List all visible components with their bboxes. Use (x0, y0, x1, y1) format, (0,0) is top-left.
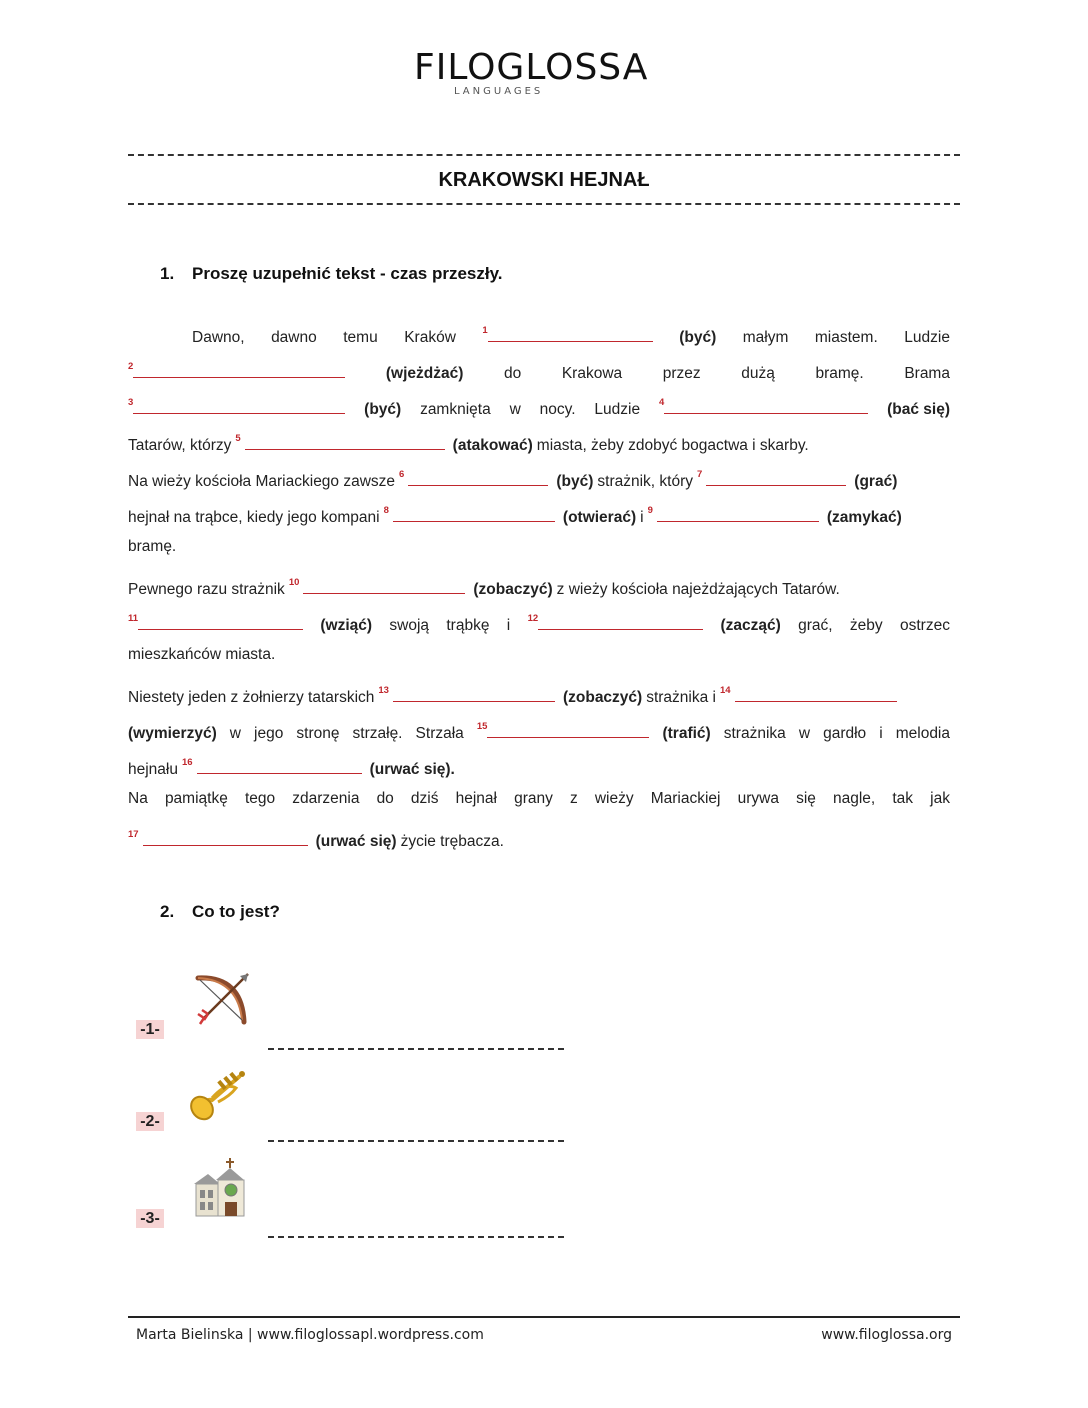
section1-number: 1. (160, 264, 175, 283)
text-line (128, 388, 950, 424)
word: urywa (737, 790, 779, 807)
word: Pewnego razu strażnik (128, 581, 285, 598)
item-label-1: -1- (136, 1020, 164, 1039)
word: bramę. (128, 538, 177, 555)
exercise-text (128, 316, 950, 856)
word: do (376, 790, 394, 807)
blank-number: 9 (647, 505, 653, 516)
church-icon (190, 1156, 252, 1218)
verb-hint: (być) (679, 329, 717, 346)
word: żeby (849, 617, 883, 634)
bow-and-arrow-icon (190, 968, 252, 1030)
word: bramę. (815, 365, 864, 382)
verb-hint: (grać) (854, 473, 898, 490)
word: dziś (410, 790, 439, 807)
blank-number: 6 (399, 469, 405, 480)
text-line (128, 568, 950, 604)
answer-field-1[interactable] (268, 1048, 564, 1050)
word: swoją (389, 617, 430, 634)
footer-website: www.filoglossa.org (821, 1327, 952, 1343)
word: z (569, 790, 578, 807)
verb-hint: (być) (556, 473, 594, 490)
blank-field[interactable] (133, 359, 345, 378)
answer-field-3[interactable] (268, 1236, 564, 1238)
blank-field[interactable] (408, 467, 548, 486)
verb-hint: (zobaczyć) (473, 581, 553, 598)
word: strzałę. (352, 725, 403, 742)
word: tego (244, 790, 276, 807)
word: dużą (741, 365, 775, 382)
answer-field-2[interactable] (268, 1140, 564, 1142)
blank-field[interactable] (538, 611, 703, 630)
text-line (128, 676, 950, 712)
blank-field[interactable] (245, 431, 445, 450)
verb-hint: (zamykać) (826, 509, 902, 526)
word: Krakowa (561, 365, 623, 382)
text-line (128, 712, 950, 748)
section2-number: 2. (160, 902, 175, 921)
text-line (128, 784, 950, 820)
blank-number: 11 (128, 613, 139, 624)
verb-hint: (wymierzyć) (128, 725, 217, 742)
section2-heading-text: Co to jest? (192, 902, 280, 921)
word: hejnału (128, 761, 178, 778)
page-title: KRAKOWSKI HEJNAŁ (438, 169, 650, 191)
word: zdarzenia (292, 790, 360, 807)
blank-field[interactable] (664, 395, 868, 414)
blank-number: 16 (182, 757, 193, 768)
word: hejnał (455, 790, 497, 807)
verb-hint: (atakować) (452, 437, 533, 454)
word: wieży (594, 790, 634, 807)
word: jego (254, 725, 284, 742)
blank-number: 3 (128, 397, 134, 408)
word: się (796, 790, 816, 807)
blank-field[interactable] (393, 503, 555, 522)
verb-hint: (urwać się) (315, 833, 397, 850)
word: przez (662, 365, 701, 382)
word: stronę (296, 725, 340, 742)
word: z wieży kościoła najeżdżających Tatarów. (556, 581, 840, 598)
blank-number: 7 (697, 469, 703, 480)
blank-number: 14 (720, 685, 731, 696)
blank-field[interactable] (143, 827, 308, 846)
word: grać, (798, 617, 833, 634)
blank-field[interactable] (488, 323, 653, 342)
word: Kraków (404, 329, 456, 346)
item-label-2: -2- (136, 1112, 164, 1131)
verb-hint: (zacząć) (720, 617, 781, 634)
text-line (128, 820, 950, 856)
logo (414, 48, 676, 98)
blank-number: 17 (128, 829, 139, 840)
blank-field[interactable] (657, 503, 819, 522)
word: trąbkę (446, 617, 490, 634)
word: mieszkańców miasta. (128, 646, 276, 663)
text-line (128, 424, 950, 460)
verb-hint: (otwierać) (562, 509, 637, 526)
text-line (128, 460, 950, 496)
word: strażnika (723, 725, 786, 742)
logo-text: FILOGLOSSA (414, 47, 649, 88)
word: Na wieży kościoła Mariackiego zawsze (128, 473, 396, 490)
word: jak (930, 790, 950, 807)
text-line (128, 748, 950, 784)
word: melodia (895, 725, 950, 742)
blank-number: 2 (128, 361, 134, 372)
blank-number: 4 (658, 397, 665, 408)
verb-hint: (urwać się). (369, 761, 455, 778)
verb-hint: (bać się) (887, 401, 950, 418)
verb-hint: (zobaczyć) (562, 689, 643, 706)
word: Dawno, (192, 329, 245, 346)
word: Mariackiej (650, 790, 721, 807)
verb-hint: (trafić) (662, 725, 711, 742)
blank-field[interactable] (197, 755, 362, 774)
word: do (504, 365, 522, 382)
title-divider (128, 203, 960, 205)
word: zamknięta (420, 401, 491, 418)
trumpet-icon (190, 1062, 252, 1124)
blank-field[interactable] (487, 719, 649, 738)
word: ostrzec (899, 617, 950, 634)
section2-heading (160, 902, 280, 922)
word: hejnał na trąbce, kiedy jego kompani (128, 509, 380, 526)
text-line (128, 496, 950, 532)
word: tak (892, 790, 914, 807)
word: w (509, 401, 521, 418)
word: pamiątkę (164, 790, 228, 807)
word: Brama (904, 365, 950, 382)
item-label-3: -3- (136, 1209, 164, 1228)
word: grany (514, 790, 553, 807)
word: Strzała (415, 725, 464, 742)
verb-hint: (wjeżdżać) (385, 365, 464, 382)
word: strażnika i (646, 689, 716, 706)
footer-author: Marta Bielinska | www.filoglossapl.wordpress.com (136, 1327, 484, 1343)
word: temu (343, 329, 378, 346)
word: życie trębacza. (400, 833, 504, 850)
text-line (128, 352, 950, 388)
section1-heading-text: Proszę uzupełnić tekst - czas przeszły. (192, 264, 503, 283)
blank-number: 1 (482, 325, 488, 336)
word: i (640, 509, 644, 526)
blank-field[interactable] (706, 467, 846, 486)
word: małym (742, 329, 789, 346)
blank-field[interactable] (735, 683, 897, 702)
logo-subtitle: LANGUAGES (454, 86, 544, 97)
word: i (506, 617, 511, 634)
verb-hint: (być) (364, 401, 402, 418)
blank-number: 15 (476, 721, 488, 732)
word: nocy. (539, 401, 576, 418)
word: dawno (271, 329, 317, 346)
word: nagle, (833, 790, 876, 807)
word: Niestety jeden z żołnierzy tatarskich (128, 689, 375, 706)
word: Na (128, 790, 148, 807)
word: miasta, żeby zdobyć bogactwa i skarby. (536, 437, 809, 454)
word: Tatarów, którzy (128, 437, 232, 454)
word: miastem. (814, 329, 878, 346)
blank-number: 5 (235, 433, 241, 444)
verb-hint: (wziąć) (320, 617, 373, 634)
word: w (229, 725, 241, 742)
blank-number: 8 (383, 505, 389, 516)
text-line (128, 640, 950, 676)
footer-rule (128, 1316, 960, 1318)
blank-number: 13 (378, 685, 389, 696)
word: Ludzie (594, 401, 641, 418)
section1-heading (160, 264, 503, 284)
blank-field[interactable] (138, 611, 303, 630)
blank-number: 12 (527, 613, 539, 624)
word: i (879, 725, 883, 742)
blank-field[interactable] (133, 395, 345, 414)
text-line (128, 316, 950, 352)
word: strażnik, który (597, 473, 693, 490)
blank-field[interactable] (303, 575, 465, 594)
blank-number: 10 (288, 577, 300, 588)
text-line (128, 604, 950, 640)
text-line (128, 532, 950, 568)
blank-field[interactable] (393, 683, 555, 702)
word: gardło (823, 725, 867, 742)
top-divider (128, 154, 960, 156)
word: w (798, 725, 811, 742)
word: Ludzie (904, 329, 950, 346)
